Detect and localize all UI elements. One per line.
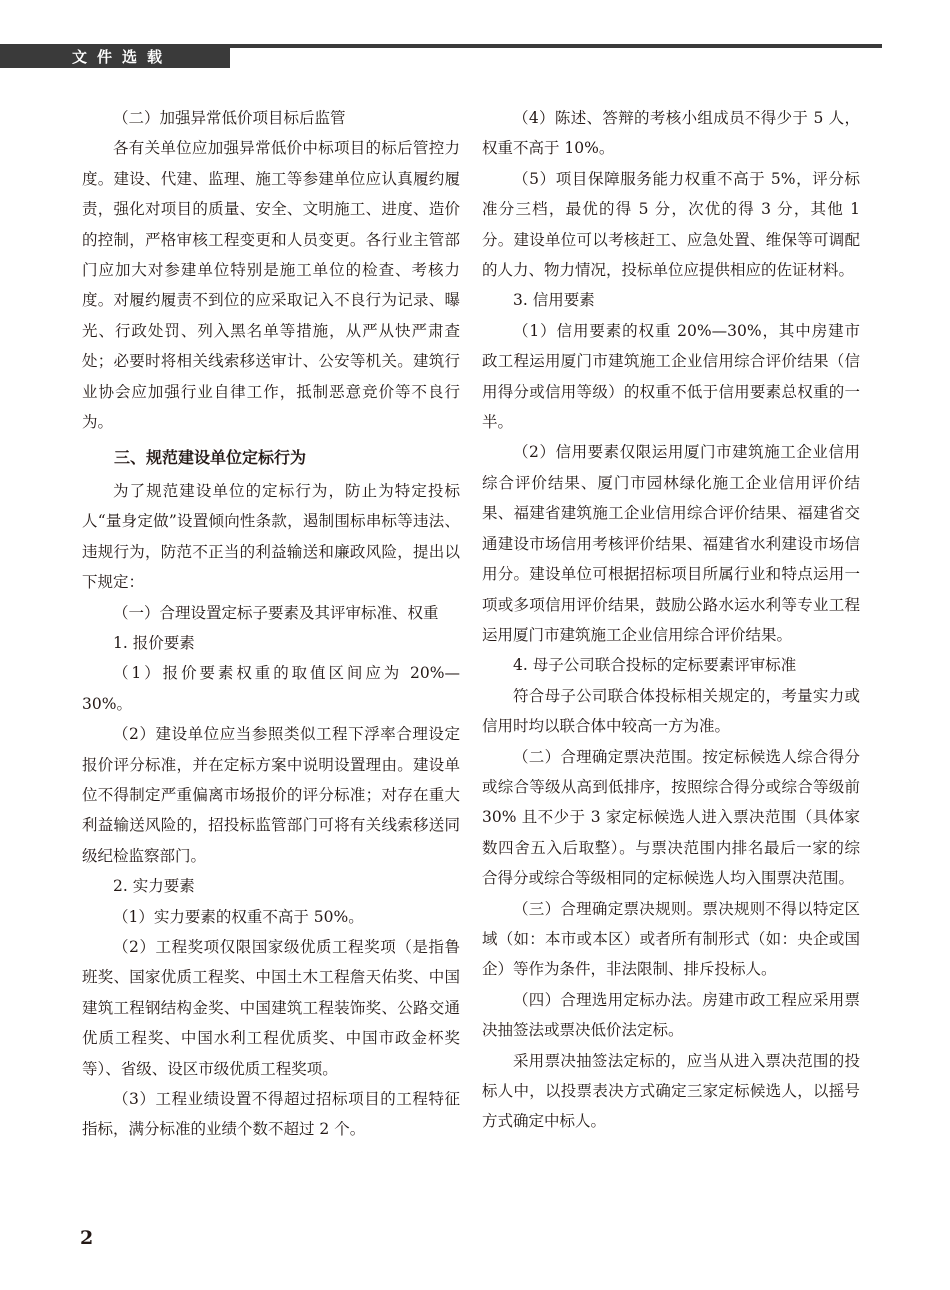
- paragraph: （3）工程业绩设置不得超过招标项目的工程特征指标，满分标准的业绩个数不超过 2 个。: [82, 1090, 460, 1139]
- paragraph: （2）信用要素仅限运用厦门市建筑施工企业信用综合评价结果、厦门市园林绿化施工企业信用评价结果、福建省建筑施工企业信用综合评价结果、福建省交通建设市场信用考核评价结果、福建省水利建设市场信用分。建设单位可根据招标项目所属行业和特点运用一项或多项信用评价结果，鼓励公路水运水利等专业工程运用厦门市建筑施工企业信用综合评价结果。: [482, 443, 860, 644]
- paragraph: （2）工程奖项仅限国家级优质工程奖项（是指鲁班奖、国家优质工程奖、中国土木工程詹天佑奖、中国建筑工程钢结构金奖、中国建筑工程装饰奖、公路交通优质工程奖、中国水利工程优质奖、中国市政金杯奖等）、省级、设区市级优质工程奖项。: [82, 937, 460, 1078]
- paragraph: （四）合理选用定标办法。房建市政工程应采用票决抽签法或票决低价法定标。: [482, 990, 860, 1040]
- paragraph: （1）报价要素权重的取值区间应为 20%—30%。: [82, 664, 460, 713]
- paragraph: （5）项目保障服务能力权重不高于 5%，评分标准分三档，最优的得 5 分，次优的得 3 分，其他 1 分。建设单位可以考核赶工、应急处置、维保等可调配的人力、物力情况，投标单位应提供相应的佐证材料。: [482, 169, 860, 280]
- paragraph: （一）合理设置定标子要素及其评审标准、权重: [113, 603, 439, 622]
- paragraph: （4）陈述、答辩的考核小组成员不得少于 5 人，权重不高于 10%。: [482, 109, 860, 158]
- paragraph: 各有关单位应加强异常低价中标项目的标后管控力度。建设、代建、监理、施工等参建单位应认真履约履责，强化对项目的质量、安全、文明施工、进度、造价的控制，严格审核工程变更和人员变更。各行业主管部门应加大对参建单位特别是施工单位的检查、考核力度。对履约履责不到位的应采取记入不良行为记录、曝光、行政处罚、列入黑名单等措施，从严从快严肃查处；必要时将相关线索移送审计、公安等机关。建筑行业协会应加强行业自律工作，抵制恶意竞价等不良行为。: [82, 139, 460, 432]
- right-column: [482, 103, 860, 1137]
- paragraph: 采用票决抽签法定标的，应当从进入票决范围的投标人中，以投票表决方式确定三家定标候选人，以摇号方式确定中标人。: [482, 1051, 860, 1131]
- section-label: 文件选载: [0, 46, 230, 68]
- paragraph: 2. 实力要素: [113, 877, 195, 896]
- paragraph: 为了规范建设单位的定标行为，防止为特定投标人“量身定做”设置倾向性条款，遏制围标串标等违法、违规行为，防范不正当的利益输送和廉政风险，提出以下规定：: [82, 481, 460, 592]
- paragraph: （三）合理确定票决规则。票决规则不得以特定区域（如：本市或本区）或者所有制形式（如：央企或国企）等作为条件，非法限制、排斥投标人。: [482, 899, 860, 979]
- paragraph: （二）合理确定票决范围。按定标候选人综合得分或综合等级从高到低排序，按照综合得分或综合等级前 30% 且不少于 3 家定标候选人进入票决范围（具体家数四舍五入后取整）。与票决范围内排名最后一家的综合得分或综合等级相同的定标候选人均入围票决范围。: [482, 747, 860, 888]
- paragraph: 符合母子公司联合体投标相关规定的，考量实力或信用时均以联合体中较高一方为准。: [482, 686, 860, 736]
- paragraph: 3. 信用要素: [513, 291, 595, 310]
- paragraph: （2）建设单位应当参照类似工程下浮率合理设定报价评分标准，并在定标方案中说明设置理由。建设单位不得制定严重偏离市场报价的评分标准；对存在重大利益输送风险的，招投标监管部门可将有关线索移送同级纪检监察部门。: [82, 725, 460, 865]
- page-number: 2: [80, 1227, 94, 1249]
- paragraph: 1. 报价要素: [113, 633, 195, 652]
- paragraph: （1）信用要素的权重 20%—30%，其中房建市政工程运用厦门市建筑施工企业信用综合评价结果（信用得分或信用等级）的权重不低于信用要素总权重的一半。: [482, 321, 860, 432]
- paragraph: （二）加强异常低价项目标后监管: [113, 109, 346, 127]
- paragraph: （1）实力要素的权重不高于 50%。: [113, 907, 364, 926]
- left-column: [82, 103, 460, 1145]
- section-heading: 三、规范建设单位定标行为: [114, 448, 307, 468]
- paragraph: 4. 母子公司联合投标的定标要素评审标准: [513, 656, 797, 675]
